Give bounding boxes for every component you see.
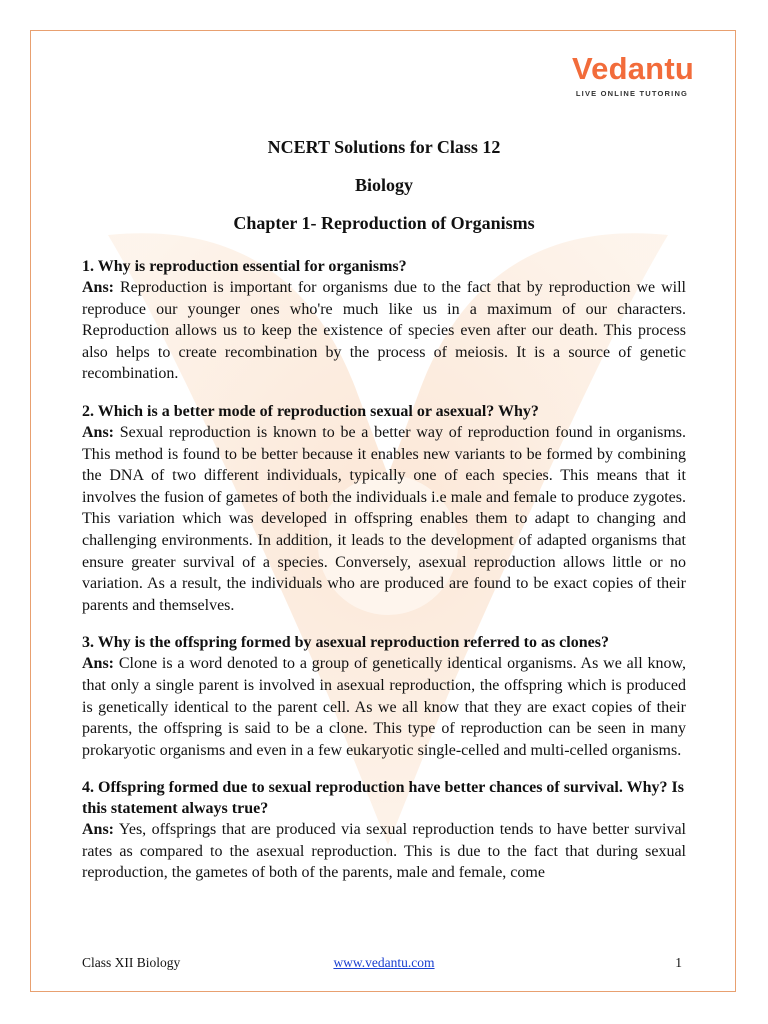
page-number: 1 — [675, 955, 682, 970]
footer-website-link[interactable]: www.vedantu.com — [333, 955, 435, 970]
answer-paragraph — [82, 653, 686, 761]
answer-label: Ans: — [82, 655, 115, 673]
answer-text: Clone is a word denoted to a group of genetically identical organisms. As we all know, that only a single parent is involved in asexual reproduction, the offspring which is produced is genetically identical to the parent cell. As we all know that they are exact copies of their parents, the offspring is said to be a clone. This type of reproduction can be seen in many prokaryotic organisms and even in a few eukaryotic single-celled and multi-celled organisms. — [82, 655, 686, 759]
doc-subject: Biology — [354, 175, 413, 195]
answer-paragraph — [82, 819, 686, 884]
answer-label: Ans: — [82, 821, 115, 839]
qa-item — [82, 401, 686, 616]
doc-title: NCERT Solutions for Class 12 — [267, 137, 501, 157]
question-text: 2. Which is a better mode of reproduction sexual or asexual? Why? — [82, 402, 539, 420]
logo-wordmark: Vedantu — [572, 51, 694, 86]
answer-text: Sexual reproduction is known to be a better way of reproduction found in organisms. This method is found to be better because it enables new variants to be formed by combining the DNA of two different individuals, typically one of each species. This means that it involves the fusion of gametes of both the individuals i.e male and female to produce zygotes. This variation which was developed in offspring enables them to adapt to changing and challenging environments. In addition, it leads to the development of adapted organisms that ensure greater survival of a species. Conversely, asexual reproduction allows little or no variation. As a result, the individuals who are produced are found to be exact copies of their parents and themselves. — [82, 423, 686, 614]
answer-text: Yes, offsprings that are produced via sexual reproduction tends to have better survival rates as compared to the asexual reproduction. This is due to the fact that during sexual reproduction, the gametes of both of the parents, male and female, come — [82, 821, 686, 882]
document-content — [82, 136, 686, 900]
question-text: 1. Why is reproduction essential for organisms? — [82, 258, 407, 275]
footer-class-label: Class XII Biology — [82, 955, 181, 970]
answer-paragraph — [82, 277, 686, 385]
question-text: 4. Offspring formed due to sexual reproduction have better chances of survival. Why? Is this statement always true? — [82, 779, 684, 818]
question-text: 3. Why is the offspring formed by asexual reproduction referred to as clones? — [82, 634, 609, 652]
answer-label: Ans: — [82, 423, 115, 441]
qa-item — [82, 632, 686, 761]
answer-label: Ans: — [82, 279, 115, 296]
page-footer — [82, 953, 686, 973]
logo-tagline: LIVE ONLINE TUTORING — [575, 89, 689, 98]
qa-item — [82, 256, 686, 385]
vedantu-logo — [572, 52, 692, 104]
answer-text: Reproduction is important for organisms due to the fact that by reproduction we will reproduce our younger ones who're much like us in a maximum of our characters. Reproduction allows us to keep the existence of species even after our death. This process also helps to create recombination by the process of meiosis. It is a source of genetic recombination. — [82, 279, 686, 383]
doc-chapter: Chapter 1- Reproduction of Organisms — [233, 213, 535, 233]
qa-item — [82, 777, 686, 884]
answer-paragraph — [82, 422, 686, 616]
